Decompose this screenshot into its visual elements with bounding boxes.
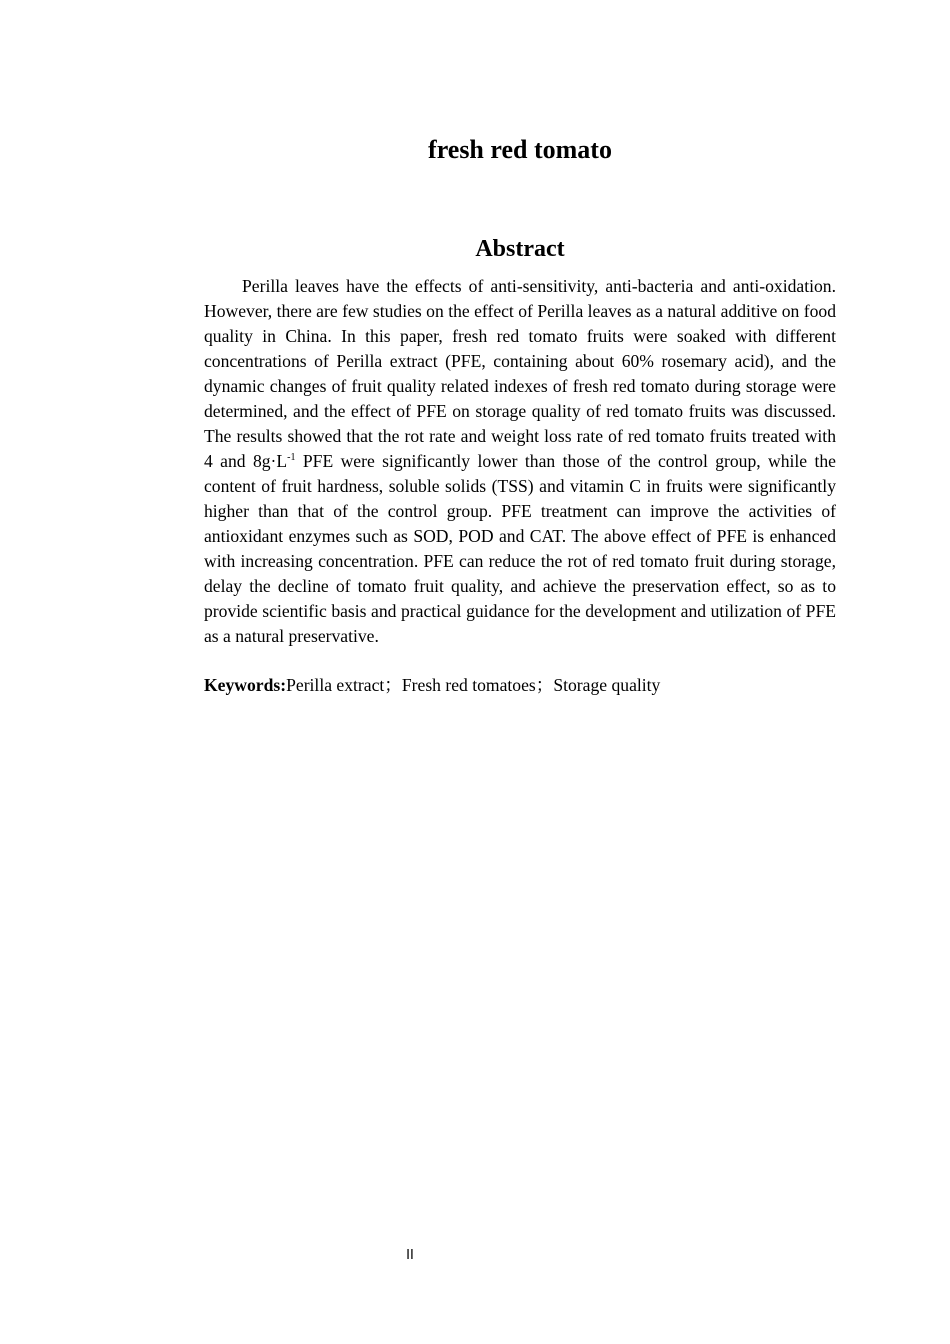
paper-title: fresh red tomato [428, 135, 612, 164]
keywords-text: Perilla extract；Fresh red tomatoes；Storage quality [286, 675, 661, 695]
page-number: II [406, 1248, 414, 1263]
keywords-line [204, 673, 836, 698]
abstract-text-part2: PFE were significantly lower than those of the control group, while the content of fruit hardness, soluble solids (TSS) and vitamin C in fruits were significantly higher than that of the control group. PFE treatment can improve the activities of antioxidant enzymes such as SOD, POD and CAT. The above effect of PFE is enhanced with increasing concentration. PFE can reduce the rot of red tomato fruit during storage, delay the decline of tomato fruit quality, and achieve the preservation effect, so as to provide scientific basis and practical guidance for the development and utilization of PFE as a natural preservative. [204, 451, 836, 646]
abstract-body [204, 274, 836, 649]
unit-superscript: -1 [287, 452, 296, 463]
keywords-label: Keywords: [204, 675, 287, 695]
abstract-heading: Abstract [475, 236, 565, 262]
abstract-text-part1: Perilla leaves have the effects of anti-sensitivity, anti-bacteria and anti-oxidation. However, there are few studies on the effect of Perilla leaves as a natural additive on food quality in China. In this paper, fresh red tomato fruits were soaked with different concentrations of Perilla extract (PFE, containing about 60% rosemary acid), and the dynamic changes of fruit quality related indexes of fresh red tomato during storage were determined, and the effect of PFE on storage quality of red tomato fruits was discussed. The results showed that the rot rate and weight loss rate of red tomato fruits treated with 4 and 8g·L [204, 276, 836, 471]
